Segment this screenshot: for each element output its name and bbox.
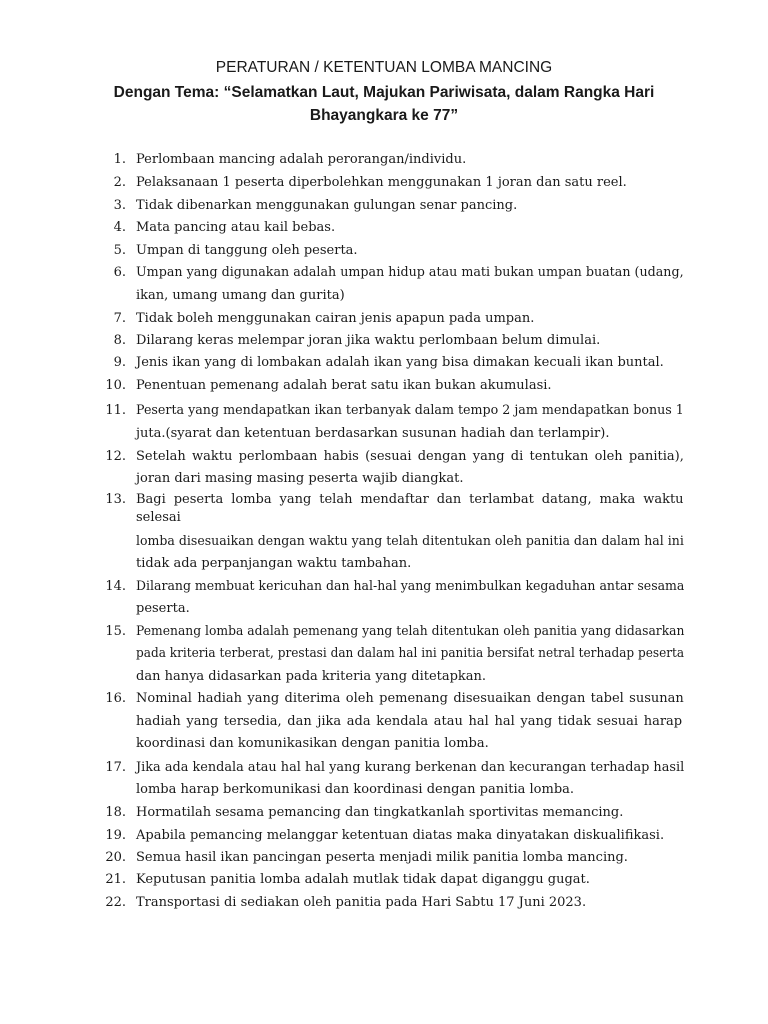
rule-number: 22. — [105, 895, 126, 910]
rule-number: 6. — [113, 265, 126, 280]
rule-text-line: Bagi peserta lomba yang telah mendaftar dan terlambat datang, maka waktu — [136, 492, 684, 507]
rule-number: 10. — [105, 378, 126, 393]
document-subtitle-line-2: Bhayangkara ke 77” — [309, 107, 459, 124]
rule-number: 12. — [105, 449, 126, 464]
rule-text-line: hadiah yang tersedia, dan jika ada kendala atau hal hal yang tidak sesuai harap — [136, 714, 683, 729]
rule-number: 15. — [105, 624, 126, 639]
rule-number: 13. — [105, 492, 126, 507]
document-title: PERATURAN / KETENTUAN LOMBA MANCING — [215, 59, 553, 76]
rule-text-line: joran dari masing masing peserta wajib diangkat. — [136, 471, 464, 486]
rule-text-line: selesai — [136, 510, 181, 525]
rule-text-line: Transportasi di sediakan oleh panitia pada Hari Sabtu 17 Juni 2023. — [136, 895, 587, 910]
rule-number: 1. — [113, 152, 126, 167]
rule-text-line: Peserta yang mendapatkan ikan terbanyak dalam tempo 2 jam mendapatkan bonus 1 — [136, 403, 684, 418]
rule-text-line: peserta. — [136, 601, 190, 616]
rule-number: 9. — [113, 355, 126, 370]
rule-number: 21. — [105, 872, 126, 887]
rule-text-line: Perlombaan mancing adalah perorangan/individu. — [136, 152, 467, 167]
rule-text-line: Hormatilah sesama pemancing dan tingkatkanlah sportivitas memancing. — [136, 805, 624, 820]
rule-text-line: Mata pancing atau kail bebas. — [136, 220, 336, 235]
rule-number: 3. — [113, 198, 126, 213]
rule-text-line: Jenis ikan yang di lombakan adalah ikan yang bisa dimakan kecuali ikan buntal. — [136, 355, 664, 370]
rule-number: 5. — [113, 243, 126, 258]
rule-text-line: Semua hasil ikan pancingan peserta menjadi milik panitia lomba mancing. — [136, 850, 628, 865]
rule-text-line: lomba disesuaikan dengan waktu yang telah ditentukan oleh panitia dan dalam hal ini — [136, 534, 684, 549]
rule-number: 20. — [105, 850, 126, 865]
document-subtitle-line-1: Dengan Tema: “Selamatkan Laut, Majukan Pariwisata, dalam Rangka Hari — [113, 84, 655, 101]
rule-text-line: dan hanya didasarkan pada kriteria yang ditetapkan. — [136, 669, 487, 684]
rule-text-line: pada kriteria terberat, prestasi dan dalam hal ini panitia bersifat netral terhadap peserta — [136, 646, 685, 661]
rule-text-line: Umpan di tanggung oleh peserta. — [136, 243, 358, 258]
rule-text-line: koordinasi dan komunikasikan dengan panitia lomba. — [136, 736, 489, 751]
rule-text-line: Dilarang keras melempar joran jika waktu perlombaan belum dimulai. — [136, 333, 601, 348]
rule-number: 7. — [113, 311, 126, 326]
rule-text-line: ikan, umang umang dan gurita) — [136, 288, 345, 303]
rule-number: 8. — [113, 333, 126, 348]
rule-text-line: Tidak boleh menggunakan cairan jenis apapun pada umpan. — [136, 311, 535, 326]
rule-text-line: Jika ada kendala atau hal hal yang kurang berkenan dan kecurangan terhadap hasil — [136, 760, 685, 775]
rule-number: 16. — [105, 691, 126, 706]
rule-text-line: Penentuan pemenang adalah berat satu ikan bukan akumulasi. — [136, 378, 552, 393]
rule-number: 2. — [113, 175, 126, 190]
rule-text-line: Pelaksanaan 1 peserta diperbolehkan menggunakan 1 joran dan satu reel. — [136, 175, 627, 190]
rule-text-line: Setelah waktu perlombaan habis (sesuai dengan yang di tentukan oleh panitia), — [136, 449, 684, 464]
rule-number: 14. — [105, 579, 126, 594]
rule-text-line: lomba harap berkomunikasi dan koordinasi dengan panitia lomba. — [136, 782, 575, 797]
rule-number: 11. — [105, 403, 126, 418]
rule-number: 17. — [105, 760, 126, 775]
rule-text-line: Nominal hadiah yang diterima oleh pemenang disesuaikan dengan tabel susunan — [136, 691, 684, 706]
rule-text-line: Dilarang membuat kericuhan dan hal-hal yang menimbulkan kegaduhan antar sesama — [136, 579, 685, 594]
rule-number: 19. — [105, 828, 126, 843]
rule-text-line: Tidak dibenarkan menggunakan gulungan senar pancing. — [136, 198, 518, 213]
rule-number: 4. — [113, 220, 126, 235]
rule-text-line: Keputusan panitia lomba adalah mutlak tidak dapat diganggu gugat. — [136, 872, 590, 887]
rule-text-line: juta.(syarat dan ketentuan berdasarkan susunan hadiah dan terlampir). — [136, 426, 610, 441]
rule-text-line: Umpan yang digunakan adalah umpan hidup atau mati bukan umpan buatan (udang, — [136, 265, 684, 280]
rule-text-line: Pemenang lomba adalah pemenang yang telah ditentukan oleh panitia yang didasarkan — [136, 624, 685, 639]
rule-text-line: tidak ada perpanjangan waktu tambahan. — [136, 556, 412, 571]
rule-number: 18. — [105, 805, 126, 820]
rule-text-line: Apabila pemancing melanggar ketentuan diatas maka dinyatakan diskualifikasi. — [136, 828, 665, 843]
